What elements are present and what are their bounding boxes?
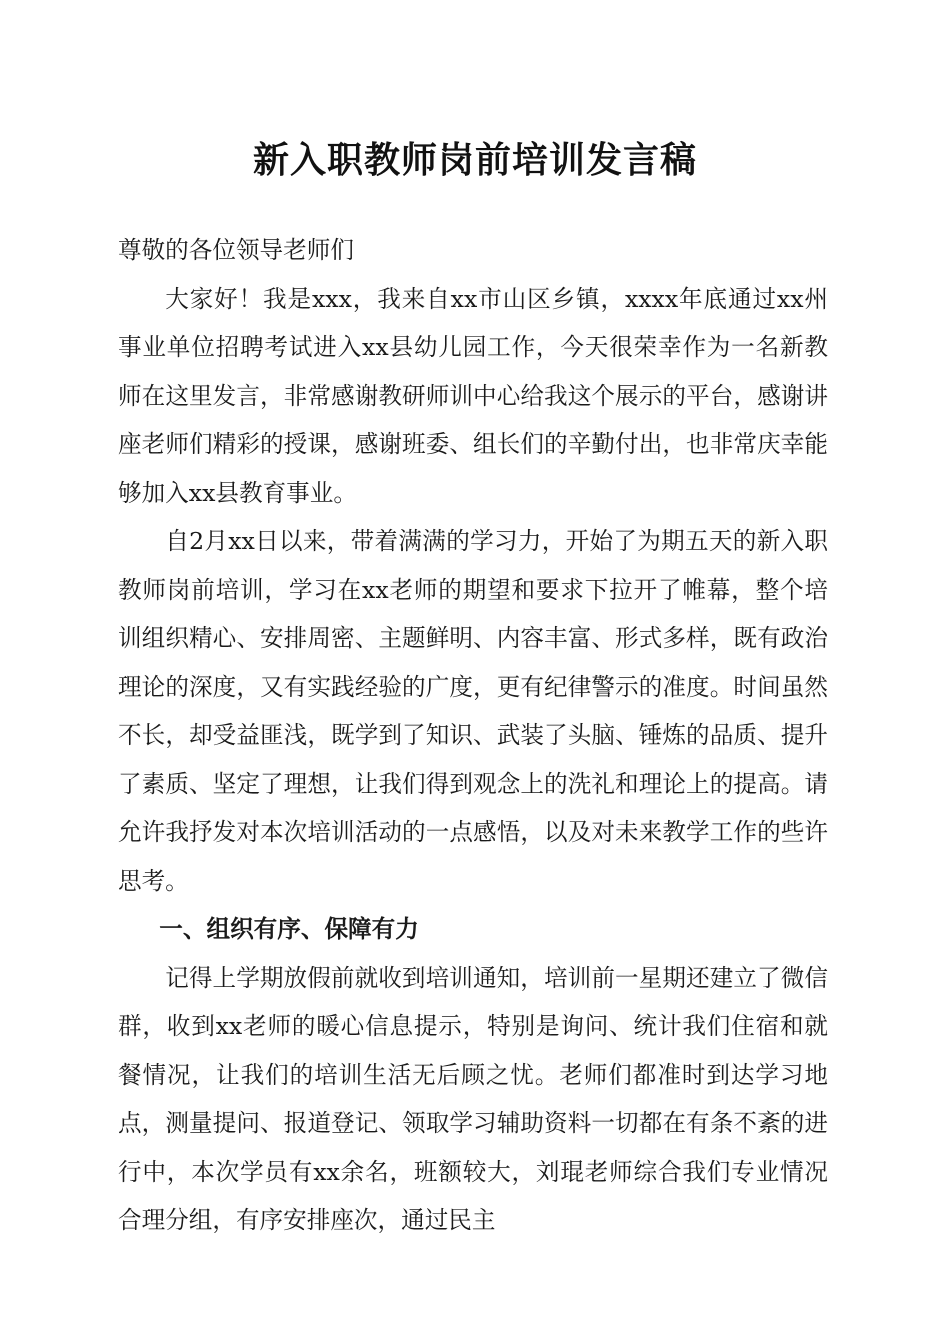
paragraph-greeting: 大家好！我是xxx，我来自xx市山区乡镇，xxxx年底通过xx州事业单位招聘考试进入xx县幼儿园工作，今天很荣幸作为一名新教师在这里发言，非常感谢教研师训中心给我这个展示的平台，感谢讲座老师们精彩的授课，感谢班委、组长们的辛勤付出，也非常庆幸能够加入xx县教育事业。 (118, 284, 828, 507)
paragraph-training-intro: 自2月xx日以来，带着满满的学习力，开始了为期五天的新入职教师岗前培训，学习在xx老师的期望和要求下拉开了帷幕，整个培训组织精心、安排周密、主题鲜明、内容丰富、形式多样，既有政治理论的深度，又有实践经验的广度，更有纪律警示的准度。时间虽然不长，却受益匪浅，既学到了知识、武装了头脑、锤炼的品质、提升了素质、坚定了理想，让我们得到观念上的洗礼和理论上的提高。请允许我抒发对本次培训活动的一点感悟，以及对未来教学工作的些许思考。 (118, 527, 828, 895)
section-heading: 一、组织有序、保障有力 (159, 915, 419, 943)
paragraph-organization: 记得上学期放假前就收到培训通知，培训前一星期还建立了微信群，收到xx老师的暖心信息提示，特别是询问、统计我们住宿和就餐情况，让我们的培训生活无后顾之忧。老师们都准时到达学习地点，测量提问、报道登记、领取学习辅助资料一切都在有条不紊的进行中，本次学员有xx余名，班额较大，刘琨老师综合我们专业情况合理分组，有序安排座次，通过民主 (118, 963, 828, 1234)
salutation: 尊敬的各位领导老师们 (118, 236, 354, 264)
document-title: 新入职教师岗前培训发言稿 (252, 139, 697, 181)
document-body (118, 226, 828, 1245)
